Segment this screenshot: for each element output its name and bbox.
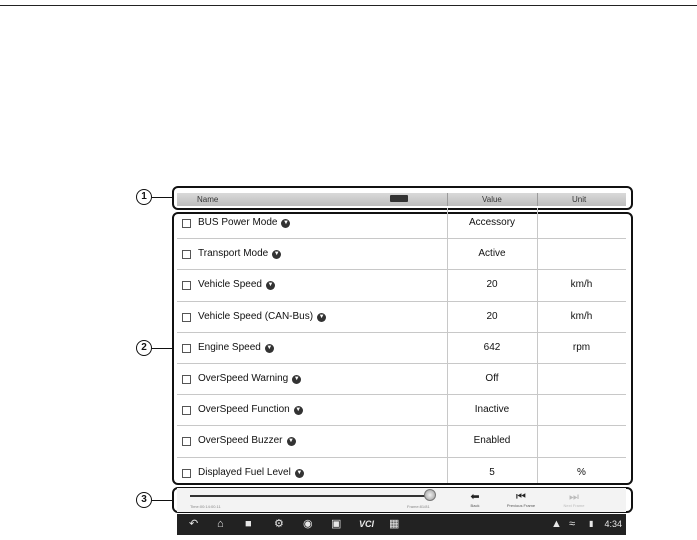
clock: 4:34 (604, 519, 622, 529)
header-unit: Unit (572, 195, 587, 204)
row-value: Enabled (473, 435, 511, 447)
next-frame-label: Next Frame (563, 503, 585, 508)
row-unit: km/h (570, 279, 593, 291)
previous-frame-label: Previous Frame (506, 503, 536, 508)
row-checkbox[interactable] (182, 313, 191, 322)
row-value: 20 (486, 279, 498, 291)
row-name-text: OverSpeed Warning (198, 372, 289, 384)
chevron-down-icon[interactable]: ▼ (267, 282, 274, 289)
row-name (198, 248, 281, 259)
table-header (177, 193, 626, 206)
table-row[interactable] (177, 333, 626, 364)
callout-2: 2 (136, 340, 152, 356)
table-row[interactable] (177, 458, 626, 489)
row-name (198, 311, 326, 322)
row-value: 20 (486, 310, 498, 322)
column-divider (447, 208, 448, 483)
row-checkbox[interactable] (182, 281, 191, 290)
row-name (198, 404, 303, 415)
back-button[interactable] (455, 491, 495, 509)
page-top-rule (0, 5, 697, 6)
back-icon[interactable]: ↶ (189, 518, 199, 530)
column-divider (537, 208, 538, 483)
row-name (198, 279, 275, 290)
vci-label[interactable]: VCI (359, 519, 375, 529)
table-row[interactable] (177, 364, 626, 395)
wifi-icon: ≈ (569, 518, 576, 530)
back-label: Back (470, 503, 480, 508)
row-name (198, 217, 290, 228)
chevron-down-icon[interactable]: ▼ (283, 220, 289, 226)
settings-icon[interactable]: ⚙ (274, 518, 284, 530)
row-checkbox[interactable] (182, 375, 191, 384)
frame-slider[interactable] (190, 495, 435, 497)
time-label: Time:00:14:00.11 (190, 504, 221, 509)
row-value: 5 (489, 466, 495, 478)
row-unit: km/h (570, 310, 593, 322)
next-frame-button[interactable] (554, 491, 594, 509)
chevron-down-icon[interactable]: ▼ (296, 469, 303, 476)
camera-icon[interactable]: ◉ (303, 518, 313, 530)
row-name-text: Engine Speed (198, 341, 261, 353)
header-value: Value (482, 195, 502, 204)
frame-label: Frame:81/81 (407, 504, 430, 509)
row-checkbox[interactable] (182, 437, 191, 446)
recent-apps-icon[interactable]: ■ (245, 518, 252, 530)
row-name-text: OverSpeed Function (198, 404, 290, 416)
previous-frame-button[interactable] (501, 491, 541, 509)
chevron-down-icon[interactable]: ▼ (273, 251, 280, 258)
callout-2-leader (152, 348, 172, 349)
table-row[interactable] (177, 395, 626, 426)
keyboard-icon[interactable]: ▦ (389, 518, 400, 530)
row-checkbox[interactable] (182, 469, 191, 478)
usb-icon: ▲ (551, 518, 562, 530)
chevron-down-icon[interactable]: ▼ (295, 407, 302, 414)
row-name (198, 373, 301, 384)
playback-toolbar (177, 488, 626, 512)
slider-knob[interactable] (424, 489, 436, 501)
battery-icon: ▮ (589, 519, 594, 528)
next-frame-icon: ⏭ (569, 491, 579, 503)
row-checkbox[interactable] (182, 344, 191, 353)
header-separator (537, 193, 538, 206)
row-unit: rpm (572, 341, 591, 353)
row-name-text: Vehicle Speed (CAN-Bus) (198, 310, 314, 322)
row-name-text: Displayed Fuel Level (198, 466, 291, 478)
callout-1: 1 (136, 189, 152, 205)
row-name (198, 342, 274, 353)
row-name-text: OverSpeed Buzzer (198, 435, 283, 447)
row-value: Off (485, 372, 499, 384)
table-row[interactable] (177, 426, 626, 457)
display-icon[interactable]: ▣ (331, 518, 342, 530)
header-separator (447, 193, 448, 206)
chevron-down-icon[interactable]: ▼ (318, 313, 325, 320)
row-unit: % (577, 466, 586, 478)
chevron-down-icon[interactable]: ▼ (293, 375, 300, 382)
row-value: Active (478, 248, 506, 260)
row-name-text: BUS Power Mode (198, 217, 278, 228)
row-checkbox[interactable] (182, 219, 191, 228)
back-arrow-icon: ⬅ (470, 491, 480, 503)
data-stream-table (177, 208, 626, 489)
row-name-text: Transport Mode (198, 248, 269, 260)
table-row[interactable] (177, 239, 626, 270)
row-name-text: Vehicle Speed (198, 279, 262, 291)
callout-3: 3 (136, 492, 152, 508)
row-checkbox[interactable] (182, 406, 191, 415)
chevron-down-icon[interactable]: ▼ (266, 344, 273, 351)
drag-handle-icon[interactable] (390, 195, 408, 202)
row-name (198, 467, 304, 478)
row-value: 642 (483, 341, 501, 353)
previous-frame-icon: ⏮ (516, 491, 526, 503)
home-icon[interactable]: ⌂ (217, 518, 224, 530)
table-row[interactable] (177, 302, 626, 333)
table-row[interactable] (177, 208, 626, 239)
row-name (198, 435, 296, 446)
callout-1-leader (152, 197, 172, 198)
row-value: Inactive (474, 404, 510, 416)
row-value: Accessory (468, 217, 516, 228)
row-checkbox[interactable] (182, 250, 191, 259)
chevron-down-icon[interactable]: ▼ (288, 438, 294, 445)
callout-3-leader (152, 500, 172, 501)
system-nav-bar (177, 514, 626, 535)
header-name: Name (197, 195, 219, 204)
table-row[interactable] (177, 270, 626, 301)
